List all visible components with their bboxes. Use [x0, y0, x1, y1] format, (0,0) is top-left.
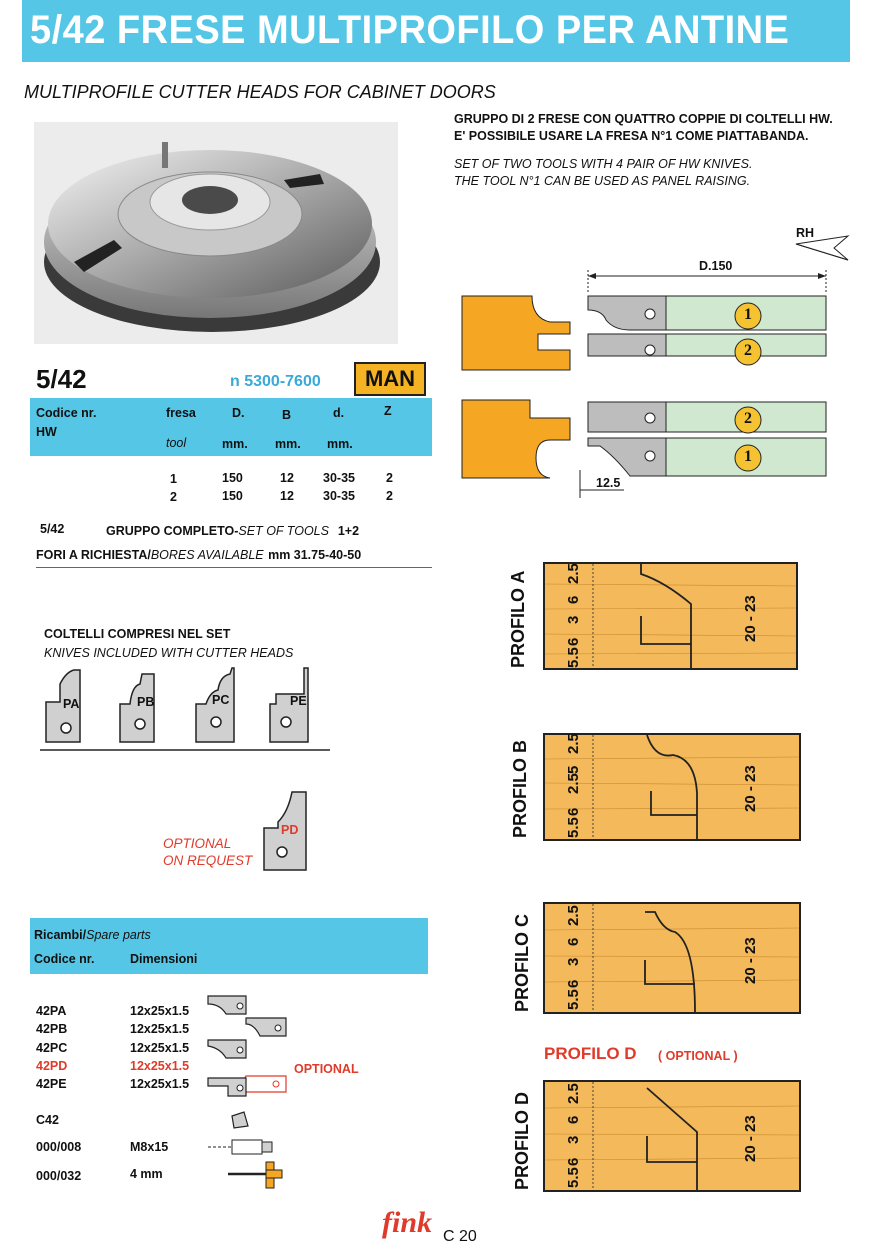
tool1-number-bottom: 1	[744, 448, 752, 465]
spec-row1-z: 2	[386, 471, 393, 485]
catalog-number: n 5300-7600	[230, 373, 321, 390]
cutter-head-photo	[34, 122, 398, 344]
profile-a-label: PROFILO A	[508, 570, 528, 668]
spec-col-b: B	[282, 408, 292, 422]
spare-code-000-032: 000/032	[36, 1169, 82, 1183]
profile-dim-label: 6	[565, 937, 582, 946]
model-number: 5/42	[36, 364, 87, 394]
profile-dim-label: 5	[565, 765, 582, 774]
profile-dim-label: 5.5	[565, 647, 582, 668]
spec-row1-b: 12	[280, 471, 294, 485]
divider-line	[36, 567, 432, 568]
bores-info	[36, 546, 361, 564]
spare-parts-drawings	[206, 992, 296, 1192]
description-italian	[454, 111, 833, 145]
spare-parts-title	[34, 926, 151, 944]
profile-dim-label: 6	[565, 1115, 582, 1124]
description-english	[454, 156, 752, 190]
profile-d-drawing	[545, 1082, 799, 1190]
profile-dim-label: 6	[565, 637, 582, 646]
tool2-number-bottom: 2	[744, 410, 752, 427]
profile-thickness-label: 20 - 23	[742, 1115, 759, 1162]
spec-col-bore: d.	[333, 406, 345, 420]
spare-code-c42: C42	[36, 1113, 59, 1127]
spare-title-it: Ricambi/	[34, 928, 87, 942]
set-label-val: 1+2	[337, 524, 360, 538]
set-label-it: GRUPPO COMPLETO-	[106, 524, 239, 538]
spare-dim-42pa: 12x25x1.5	[130, 1004, 190, 1018]
knife-label-pe: PE	[290, 694, 307, 708]
tool2-number-top: 2	[744, 342, 752, 359]
knife-label-pa: PA	[63, 697, 80, 711]
set-label-en: SET OF TOOLS	[238, 524, 329, 538]
profile-dim-label: 3	[565, 957, 582, 966]
spec-row2-bore: 30-35	[323, 489, 355, 503]
spec-row2-d: 150	[222, 489, 243, 503]
spare-dim-000-008: M8x15	[130, 1140, 169, 1154]
rh-label: RH	[796, 226, 815, 240]
man-badge: MAN	[354, 362, 426, 396]
knives-set-drawing	[40, 664, 340, 756]
spec-col-fresa: fresa	[166, 406, 196, 420]
spec-row1-d: 150	[222, 471, 243, 485]
spare-dim-42pb: 12x25x1.5	[130, 1022, 190, 1036]
spare-code-42pc: 42PC	[36, 1041, 68, 1055]
profile-dim-label: 6	[565, 979, 582, 988]
spare-dim-42pd: 12x25x1.5	[130, 1059, 190, 1073]
profile-dim-label: 3	[565, 1135, 582, 1144]
spec-unit-d: mm.	[222, 437, 248, 451]
profile-dim-label: 2.5	[565, 1083, 582, 1104]
profile-dim-label: 2.5	[565, 563, 582, 584]
spec-unit-bore: mm.	[327, 437, 353, 451]
knives-title-en: KNIVES INCLUDED WITH CUTTER HEADS	[44, 646, 294, 660]
bores-value: mm 31.75-40-50	[268, 548, 362, 562]
optional-line2: ON REQUEST	[163, 853, 253, 868]
set-description	[106, 522, 359, 540]
spec-col-code: Codice nr.	[36, 406, 97, 420]
desc-en-line2: THE TOOL N°1 CAN BE USED AS PANEL RAISING.	[454, 174, 751, 188]
optional-line1: OPTIONAL	[163, 836, 232, 851]
profile-c-drawing	[545, 904, 799, 1012]
set-code: 5/42	[40, 522, 65, 536]
page-title: 5/42 FRESE MULTIPROFILO PER ANTINE	[30, 8, 790, 52]
profile-dim-label: 3	[565, 615, 582, 624]
spare-col-code: Codice nr.	[34, 952, 95, 966]
profile-b-drawing	[545, 735, 799, 839]
spec-row2-b: 12	[280, 489, 294, 503]
tool1-number-top: 1	[744, 306, 752, 323]
profile-dim-label: 6	[565, 595, 582, 604]
spare-dim-000-032: 4 mm	[130, 1167, 163, 1181]
spec-col-d: D.	[232, 406, 245, 420]
spec-row2-fresa: 2	[170, 490, 177, 504]
spare-title-en: Spare parts	[86, 928, 151, 942]
profile-d-label: PROFILO D	[512, 1092, 532, 1190]
profile-thickness-label: 20 - 23	[742, 937, 759, 984]
spare-code-000-008: 000/008	[36, 1140, 82, 1154]
profile-dim-label: 6	[565, 1157, 582, 1166]
spec-row1-bore: 30-35	[323, 471, 355, 485]
spec-col-tool: tool	[166, 436, 187, 450]
spec-row1-fresa: 1	[170, 472, 177, 486]
spare-code-42pa: 42PA	[36, 1004, 67, 1018]
fink-logo: fink	[382, 1206, 433, 1239]
profile-dim-label: 2.5	[565, 733, 582, 754]
profile-dim-label: 6	[565, 807, 582, 816]
profile-dim-label: 2.5	[565, 773, 582, 794]
desc-en-line1: SET OF TWO TOOLS WITH 4 PAIR OF HW KNIVES.	[454, 157, 753, 171]
knife-label-pb: PB	[137, 695, 155, 709]
spec-col-z: Z	[384, 404, 392, 418]
cutter-diagram	[454, 226, 858, 508]
page-subtitle: MULTIPROFILE CUTTER HEADS FOR CABINET DOORS	[24, 82, 496, 102]
profile-d-title: PROFILO D	[544, 1044, 637, 1063]
spare-dim-42pc: 12x25x1.5	[130, 1041, 190, 1055]
desc-it-line1: GRUPPO DI 2 FRESE CON QUATTRO COPPIE DI COLTELLI HW.	[454, 112, 833, 126]
profile-b-label: PROFILO B	[510, 740, 530, 838]
spec-unit-b: mm.	[275, 437, 301, 451]
page-number: C 20	[443, 1228, 477, 1245]
cutter-head-image	[34, 122, 398, 344]
profile-dim-label: 2.5	[565, 905, 582, 926]
knife-label-pc: PC	[212, 693, 230, 707]
desc-it-line2: E' POSSIBILE USARE LA FRESA N°1 COME PIATTABANDA.	[454, 129, 809, 143]
spec-row2-z: 2	[386, 489, 393, 503]
spare-code-42pe: 42PE	[36, 1077, 67, 1091]
spare-optional-label: OPTIONAL	[294, 1062, 359, 1076]
profile-c-label: PROFILO C	[512, 914, 532, 1012]
spare-dim-42pe: 12x25x1.5	[130, 1077, 190, 1091]
dim-12-5-label: 12.5	[596, 476, 621, 490]
bores-label-en: BORES AVAILABLE	[150, 548, 264, 562]
spare-code-42pb: 42PB	[36, 1022, 68, 1036]
profile-dim-label: 5.5	[565, 1167, 582, 1188]
spare-code-42pd: 42PD	[36, 1059, 68, 1073]
profile-dim-label: 5.5	[565, 817, 582, 838]
knife-label-pd: PD	[281, 823, 299, 837]
profile-dim-label: 5.5	[565, 989, 582, 1010]
profile-thickness-label: 20 - 23	[742, 765, 759, 812]
bores-label-it: FORI A RICHIESTA/	[36, 548, 151, 562]
spare-col-dim: Dimensioni	[130, 952, 198, 966]
knives-title-it: COLTELLI COMPRESI NEL SET	[44, 627, 231, 641]
spec-col-code-sub: HW	[36, 425, 57, 439]
profile-thickness-label: 20 - 23	[742, 595, 759, 642]
d150-label: D.150	[699, 259, 733, 273]
profile-d-optional: ( OPTIONAL )	[658, 1049, 738, 1063]
